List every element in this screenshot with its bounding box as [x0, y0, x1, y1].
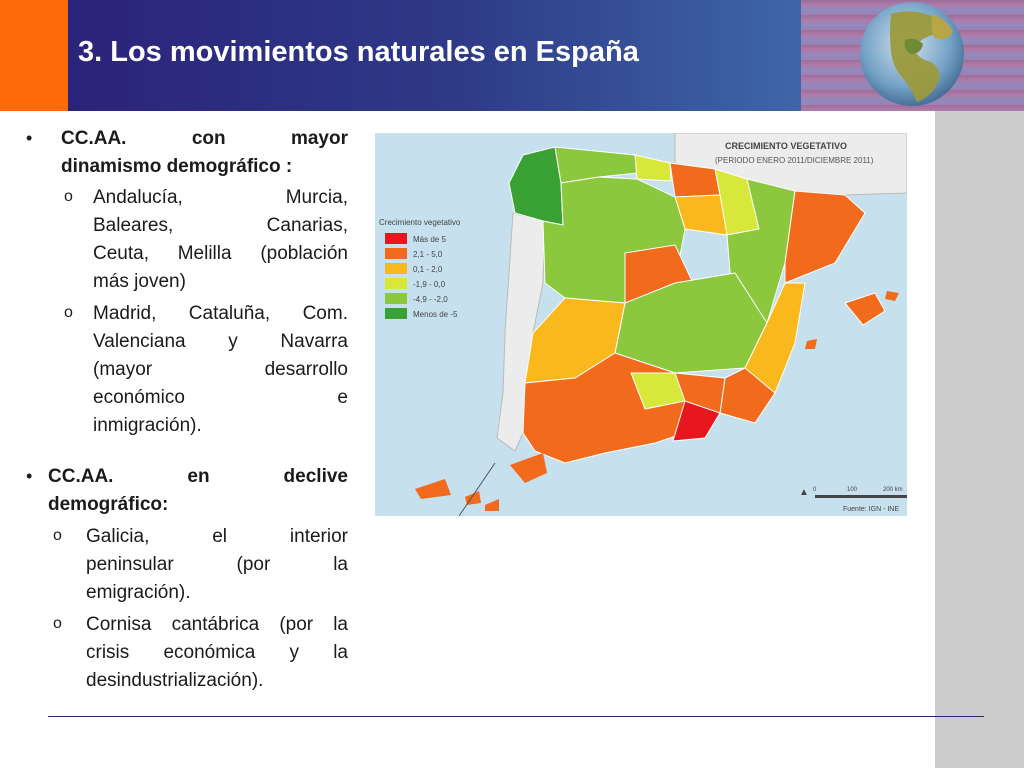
legend-swatch-4 — [385, 293, 407, 304]
slide-title: 3. Los movimientos naturales en España — [78, 36, 639, 68]
word: Valenciana — [93, 331, 186, 352]
legend-label-3: -1,9 - 0,0 — [413, 280, 446, 289]
sub-1-2-line3 — [93, 356, 348, 384]
legend-swatch-3 — [385, 278, 407, 289]
word: (por — [279, 614, 314, 635]
word: con — [191, 128, 226, 149]
legend-swatch-5 — [385, 308, 407, 319]
legend-label-4: -4,9 - -2,0 — [413, 295, 448, 304]
sub-2-1-line3: emigración). — [86, 582, 191, 603]
legend-label-5: Menos de -5 — [413, 310, 458, 319]
region-menorca — [885, 291, 899, 301]
word: Canarias, — [266, 215, 348, 236]
word: Galicia, — [86, 526, 150, 547]
sub-2-1-marker: o — [53, 527, 62, 544]
sub-2-2-line3: desindustrialización). — [86, 670, 264, 691]
globe-icon — [801, 0, 1024, 111]
legend-title: Crecimiento vegetativo — [379, 218, 461, 227]
footer-divider — [48, 716, 984, 717]
region-ibiza — [805, 339, 817, 349]
word: y — [289, 642, 300, 663]
bullet-2-marker: • — [26, 466, 33, 486]
word: Ceuta, — [93, 243, 149, 264]
bullet-1-heading-line1 — [61, 125, 348, 153]
map-title: CRECIMIENTO VEGETATIVO — [725, 141, 848, 151]
word: crisis — [86, 642, 130, 663]
region-galicia — [509, 147, 563, 225]
word: CC.AA. — [61, 128, 127, 149]
sub-1-1-line1 — [93, 184, 348, 212]
sub-1-1-line4: más joven) — [93, 271, 186, 292]
sub-1-2-marker: o — [64, 304, 73, 321]
word: interior — [289, 526, 348, 547]
sub-1-2-line1 — [93, 300, 348, 328]
word: (mayor — [93, 359, 153, 380]
word: y — [228, 331, 238, 352]
map-canvas — [375, 133, 907, 516]
sub-2-2-line2 — [86, 639, 348, 667]
legend-swatch-2 — [385, 263, 407, 274]
word: Cataluña, — [188, 303, 271, 324]
word: e — [337, 387, 348, 408]
north-arrow-icon: ▲ — [799, 487, 809, 498]
word: cantábrica — [171, 614, 260, 635]
word: mayor — [290, 128, 348, 149]
scale-label-0: 0 — [813, 487, 817, 493]
sub-2-1-line1 — [86, 523, 348, 551]
word: la — [333, 554, 348, 575]
legend-swatch-1 — [385, 248, 407, 259]
map-legend — [385, 233, 458, 319]
word: Melilla — [177, 243, 232, 264]
word: CC.AA. — [48, 466, 114, 487]
sub-1-2-line5: inmigración). — [93, 415, 202, 436]
sub-1-1-line3 — [93, 240, 348, 268]
legend-label-2: 0,1 - 2,0 — [413, 265, 443, 274]
word: Andalucía, — [93, 187, 183, 208]
legend-label-0: Más de 5 — [413, 235, 446, 244]
word: Madrid, — [93, 303, 157, 324]
word: declive — [283, 466, 348, 487]
legend-label-1: 2,1 - 5,0 — [413, 250, 443, 259]
word: en — [187, 466, 210, 487]
word: (por — [236, 554, 271, 575]
map-subtitle: (PERIODO ENERO 2011/DICIEMBRE 2011) — [715, 156, 874, 165]
scale-label-100: 100 — [847, 487, 858, 493]
scale-label-200: 200 km — [883, 487, 903, 493]
region-baleares — [845, 293, 885, 325]
legend-swatch-0 — [385, 233, 407, 244]
spain-growth-map — [375, 133, 907, 516]
sub-1-1-line2 — [93, 212, 348, 240]
word: la — [333, 614, 348, 635]
sub-1-2-line2 — [93, 328, 348, 356]
word: Navarra — [280, 331, 348, 352]
word: económica — [163, 642, 256, 663]
word: el — [212, 526, 228, 547]
globe-image — [801, 0, 1024, 111]
bullet-2-heading-line1 — [48, 463, 348, 491]
sub-2-2-line1 — [86, 611, 348, 639]
sub-1-1-marker: o — [64, 188, 73, 205]
region-canarias-4 — [485, 499, 499, 511]
word: (población — [260, 243, 348, 264]
word: desarrollo — [264, 359, 348, 380]
map-source: Fuente: IGN - INE — [843, 506, 900, 513]
word: económico — [93, 387, 185, 408]
sub-1-2-line4 — [93, 384, 348, 412]
region-canarias-1 — [510, 453, 547, 483]
word: Murcia, — [285, 187, 348, 208]
scale-bar — [815, 495, 907, 498]
map-regions — [415, 133, 907, 511]
region-canarias-2 — [415, 479, 451, 499]
bullet-1-heading-line2: dinamismo demográfico : — [61, 156, 293, 177]
header-accent-bar — [0, 0, 68, 111]
sub-2-2-marker: o — [53, 615, 62, 632]
word: Cornisa — [86, 614, 152, 635]
region-cataluna — [785, 191, 865, 283]
right-gray-strip — [935, 111, 1024, 768]
word: Com. — [302, 303, 348, 324]
word: peninsular — [86, 554, 174, 575]
word: Baleares, — [93, 215, 174, 236]
bullet-2-heading-line2: demográfico: — [48, 494, 169, 515]
word: la — [333, 642, 348, 663]
region-cantabria — [635, 155, 671, 181]
bullet-1-marker: • — [26, 128, 33, 148]
sub-2-1-line2 — [86, 551, 348, 579]
